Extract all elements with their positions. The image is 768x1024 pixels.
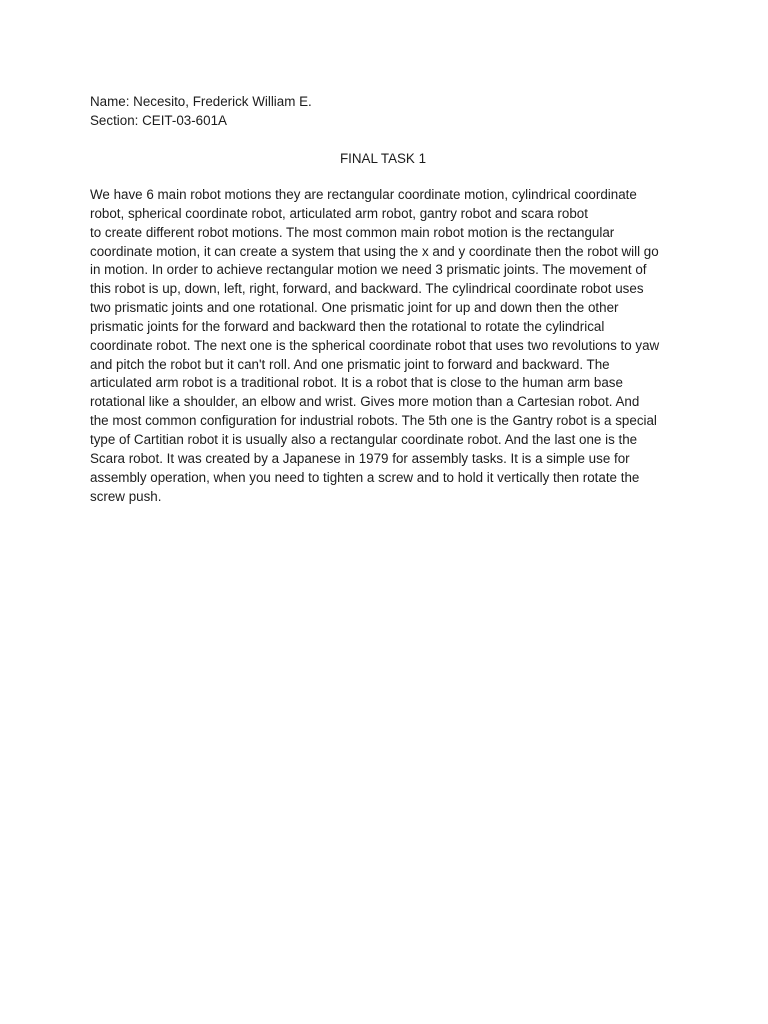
body-line: in motion. In order to achieve rectangular motion we need 3 prismatic joints. The movement of bbox=[90, 262, 647, 278]
body-line: rotational like a shoulder, an elbow and wrist. Gives more motion than a Cartesian robot. And bbox=[90, 394, 640, 410]
body-line: this robot is up, down, left, right, forward, and backward. The cylindrical coordinate robot uses bbox=[90, 281, 644, 297]
student-section: Section: CEIT-03-601A bbox=[90, 113, 227, 128]
body-line: two prismatic joints and one rotational. One prismatic joint for up and down then the other bbox=[90, 300, 619, 316]
document-title-wrapper bbox=[0, 149, 768, 168]
body-line: assembly operation, when you need to tighten a screw and to hold it vertically then rotate the bbox=[90, 469, 640, 485]
body-line: and pitch the robot but it can't roll. And one prismatic joint to forward and backward. The bbox=[90, 356, 610, 372]
body-line: type of Cartitian robot it is usually also a rectangular coordinate robot. And the last one is the bbox=[90, 431, 638, 447]
body-line: the most common configuration for industrial robots. The 5th one is the Gantry robot is a special bbox=[90, 413, 657, 429]
student-name: Name: Necesito, Frederick William E. bbox=[90, 94, 312, 109]
student-info bbox=[90, 92, 312, 130]
body-line: coordinate motion, it can create a system that using the x and y coordinate then the robot will go bbox=[90, 243, 659, 259]
body-line: We have 6 main robot motions they are rectangular coordinate motion, cylindrical coordinate bbox=[90, 187, 637, 202]
body-line: screw push. bbox=[90, 488, 162, 504]
body-line: Scara robot. It was created by a Japanese in 1979 for assembly tasks. It is a simple use for bbox=[90, 450, 630, 466]
body-line: to create different robot motions. The most common main robot motion is the rectangular bbox=[90, 224, 615, 240]
body-line: articulated arm robot is a traditional robot. It is a robot that is close to the human arm base bbox=[90, 375, 623, 391]
body-line: prismatic joints for the forward and backward then the rotational to rotate the cylindrical bbox=[90, 318, 605, 334]
body-line: coordinate robot. The next one is the spherical coordinate robot that uses two revolutions to yaw bbox=[90, 337, 660, 353]
body-line: robot, spherical coordinate robot, articulated arm robot, gantry robot and scara robot bbox=[90, 205, 588, 221]
document-title: FINAL TASK 1 bbox=[339, 151, 427, 166]
body-paragraph bbox=[90, 186, 690, 506]
